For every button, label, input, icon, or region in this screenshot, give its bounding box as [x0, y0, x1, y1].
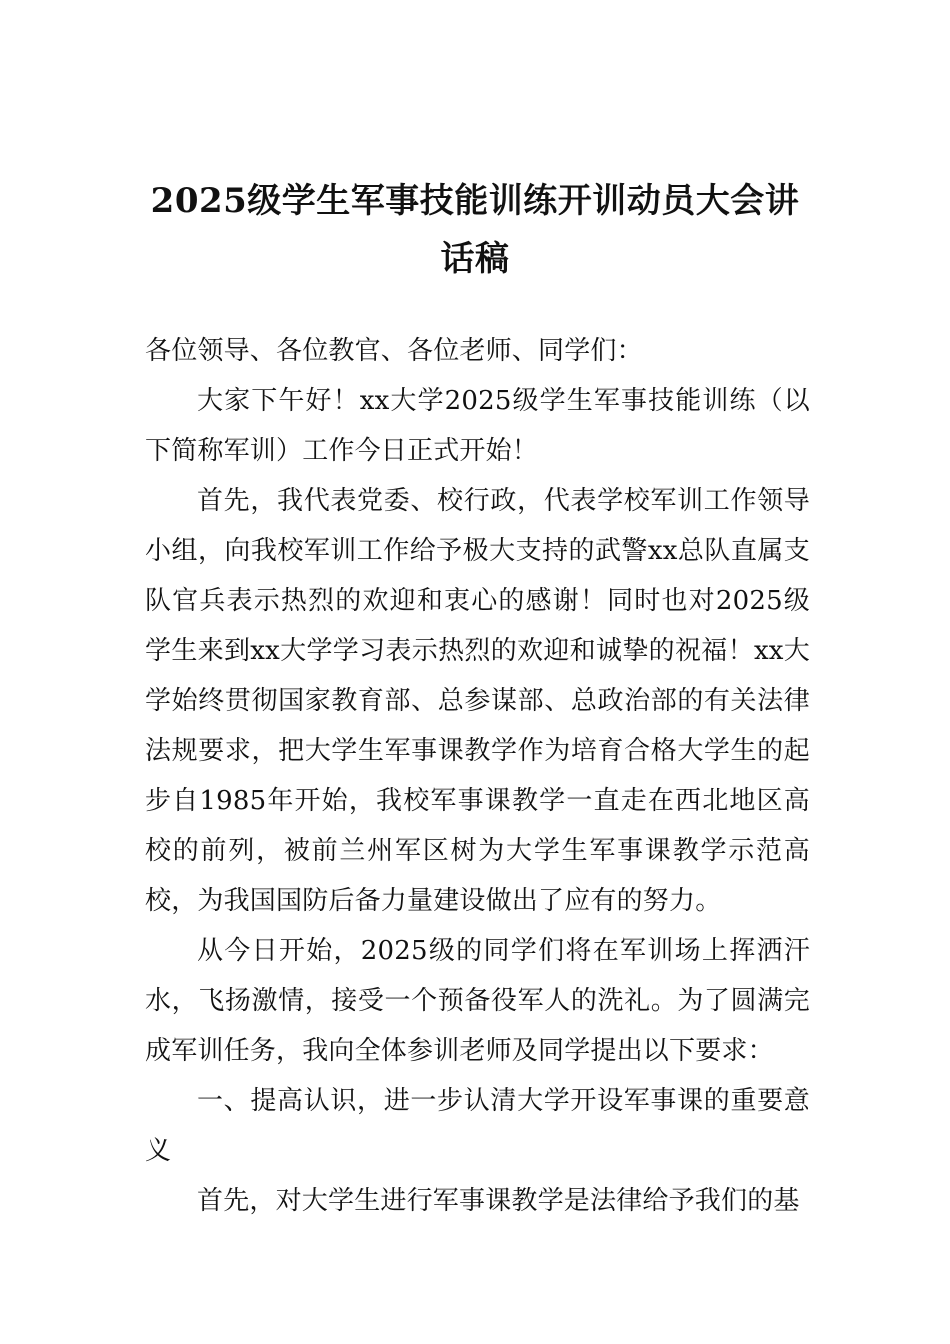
document-body — [145, 326, 810, 1226]
paragraph: 大家下午好！xx大学2025级学生军事技能训练（以下简称军训）工作今日正式开始！ — [145, 386, 810, 466]
paragraph: 首先，对大学生进行军事课教学是法律给予我们的基 — [197, 1186, 800, 1216]
salutation: 各位领导、各位教官、各位老师、同学们： — [145, 336, 643, 366]
document-title: 2025级学生军事技能训练开训动员大会讲话稿 — [150, 181, 800, 279]
paragraph: 首先，我代表党委、校行政，代表学校军训工作领导小组，向我校军训工作给予极大支持的武警xx总队直属支队官兵表示热烈的欢迎和衷心的感谢！同时也对2025级学生来到xx大学学习表示热烈的欢迎和诚挚的祝福！xx大学始终贯彻国家教育部、总参谋部、总政治部的有关法律法规要求，把大学生军事课教学作为培育合格大学生的起步自1985年开始，我校军事课教学一直走在西北地区高校的前列，被前兰州军区树为大学生军事课教学示范高校，为我国国防后备力量建设做出了应有的努力。 — [145, 486, 810, 916]
section-heading: 一、提高认识，进一步认清大学开设军事课的重要意义 — [145, 1086, 810, 1166]
paragraph: 从今日开始，2025级的同学们将在军训场上挥洒汗水，飞扬激情，接受一个预备役军人的洗礼。为了圆满完成军训任务，我向全体参训老师及同学提出以下要求： — [145, 936, 810, 1066]
